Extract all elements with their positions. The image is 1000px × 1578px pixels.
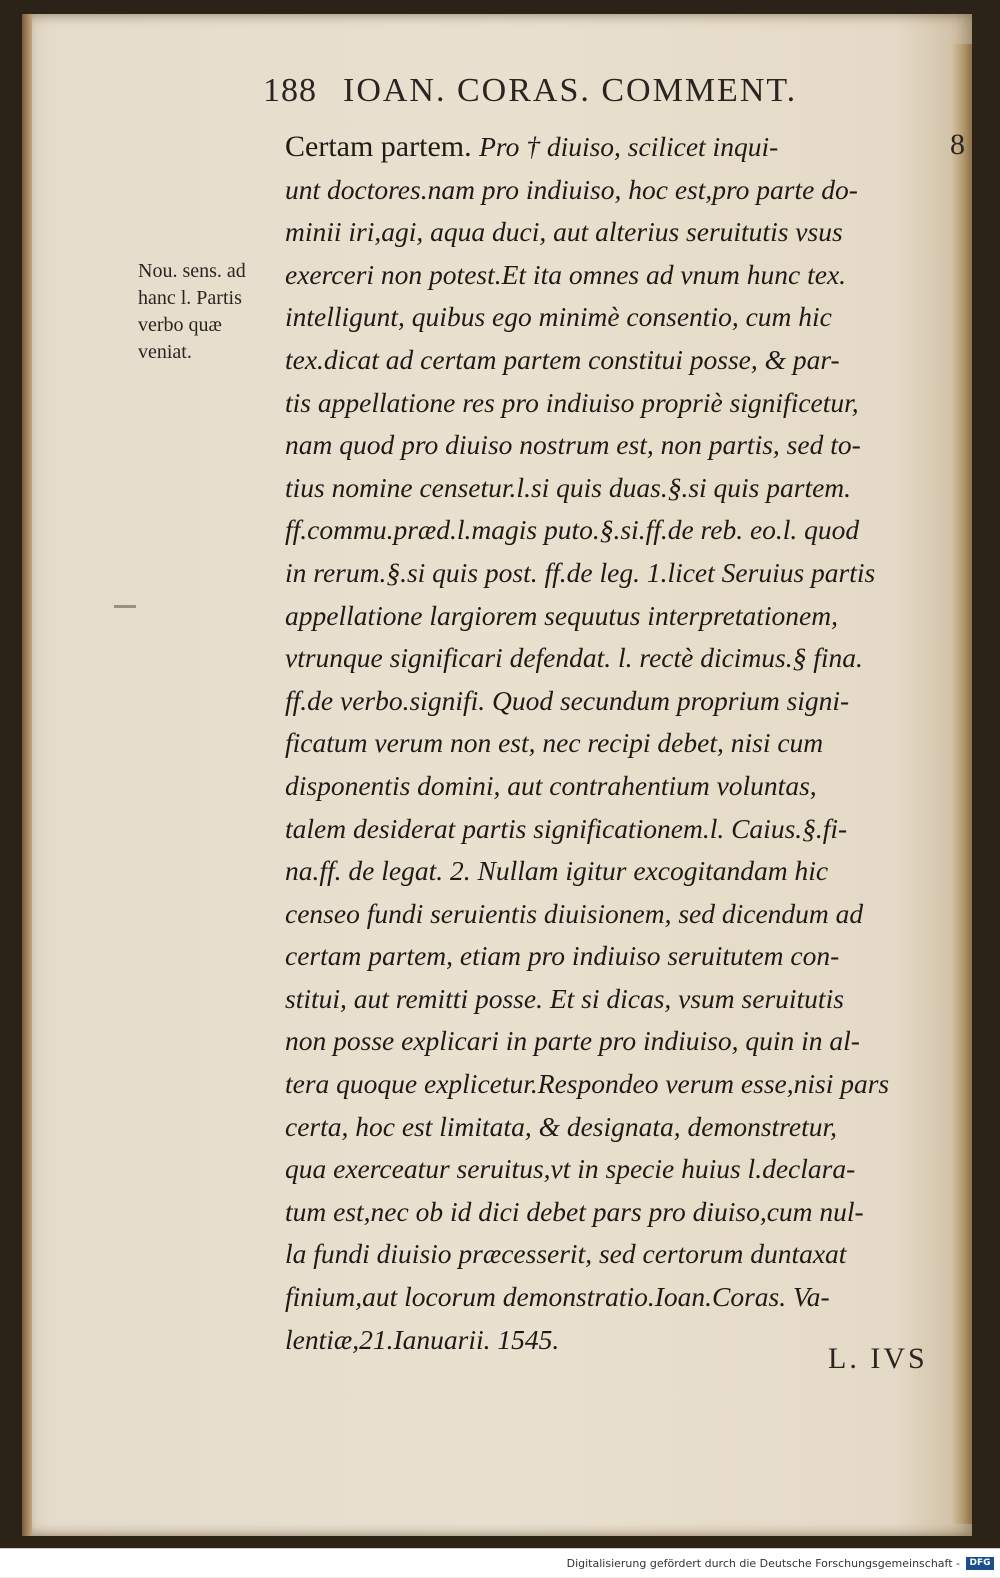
text-line [285,126,950,169]
text-line [285,1020,950,1063]
body-text [285,126,950,1361]
text-segment: la fundi diuisio præcesserit, sed certorum duntaxat [285,1238,847,1270]
text-segment: in rerum.§.si quis post. ff.de leg. 1.licet Seruius partis [285,556,876,588]
text-segment: exerceri non potest.Et ita omnes ad vnum hunc tex. [285,258,847,290]
text-segment: unt doctores.nam pro indiuiso, hoc est,pro parte do- [285,173,858,205]
text-segment: certa, hoc est limitata, & designata, demonstretur, [285,1110,837,1142]
text-segment: na.ff. de legat. 2. Nullam igitur excogitandam hic [285,855,829,887]
text-line [285,1106,950,1149]
text-segment: ficatum verum non est, nec recipi debet, nisi cum [285,727,824,759]
text-line [285,296,950,339]
text-segment: qua exerceatur seruitus,vt in specie huius l.declara- [285,1153,856,1185]
text-segment: Certam partem. [285,130,480,163]
text-segment: tis appellatione res pro indiuiso propriè significetur, [285,386,859,418]
text-segment: nam quod pro diuiso nostrum est, non partis, sed to- [285,429,861,461]
text-line [285,1276,950,1319]
margin-note-line: Nou. sens. ad [138,260,246,282]
text-segment: tum est,nec ob id dici debet pars pro diuiso,cum nul- [285,1195,864,1227]
text-line [285,552,950,595]
footer-bar [0,1548,1000,1577]
text-line [285,680,950,723]
text-segment: Pro † diuiso, scilicet inqui- [479,131,779,162]
text-line [285,1233,950,1276]
running-title: IOAN. CORAS. COMMENT. [343,72,798,109]
text-segment: minii iri,agi, aqua duci, aut alterius seruitutis vsus [285,216,843,248]
text-line [285,850,950,893]
text-segment: tius nomine censetur.l.si quis duas.§.si quis partem. [285,471,852,503]
margin-note-line: hanc l. Partis [138,287,242,309]
margin-note [138,258,288,366]
text-segment: tera quoque explicetur.Respondeo verum esse,nisi pars [285,1068,890,1100]
text-line [285,467,950,510]
text-line [285,382,950,425]
text-segment: tex.dicat ad certam partem constitui posse, & par- [285,343,840,375]
text-line [285,935,950,978]
text-segment: lentiæ,21.Ianuarii. 1545. [285,1323,560,1355]
text-segment: vtrunque significari defendat. l. rectè dicimus.§ fina. [285,642,863,674]
text-line [285,978,950,1021]
text-line [285,211,950,254]
text-segment: certam partem, etiam pro indiuiso seruitutem con- [285,940,840,972]
page-number: 188 [263,72,317,109]
text-line [285,424,950,467]
text-line [285,1191,950,1234]
text-line [285,1063,950,1106]
text-segment: talem desiderat partis significationem.l. Caius.§.fi- [285,812,848,844]
text-segment: finium,aut locorum demonstratio.Ioan.Coras. Va- [285,1281,830,1313]
text-line [285,722,950,765]
margin-note-line: verbo quæ [138,314,222,336]
text-segment: disponentis domini, aut contrahentium voluntas, [285,769,817,801]
text-line [285,765,950,808]
text-line [285,595,950,638]
page-right-edge [950,44,972,1524]
footer-credit: Digitalisierung gefördert durch die Deutsche Forschungsgemeinschaft - [566,1557,960,1570]
running-header [263,72,883,110]
text-segment: stitui, aut remitti posse. Et si dicas, vsum seruitutis [285,982,844,1014]
text-line [285,808,950,851]
signature-mark: 8 [950,128,965,161]
catchword: L. IVS [828,1342,928,1375]
margin-note-line: veniat. [138,341,192,363]
text-segment: intelligunt, quibus ego minimè consentio, cum hic [285,301,832,333]
text-segment: ff.de verbo.signifi. Quod secundum proprium signi- [285,684,850,716]
text-line [285,893,950,936]
text-segment: censeo fundi seruientis diuisionem, sed dicendum ad [285,897,864,929]
text-segment: appellatione largiorem sequutus interpretationem, [285,599,838,631]
margin-dash [114,605,136,608]
text-line [285,169,950,212]
text-line [285,339,950,382]
text-line [285,509,950,552]
text-segment: non posse explicari in parte pro indiuiso, quin in al- [285,1025,860,1057]
text-segment: ff.commu.præd.l.magis puto.§.si.ff.de reb. eo.l. quod [285,514,860,546]
text-line [285,1148,950,1191]
dfg-logo: DFG [966,1557,994,1570]
text-line [285,254,950,297]
page-left-edge [22,14,32,1536]
text-line [285,637,950,680]
